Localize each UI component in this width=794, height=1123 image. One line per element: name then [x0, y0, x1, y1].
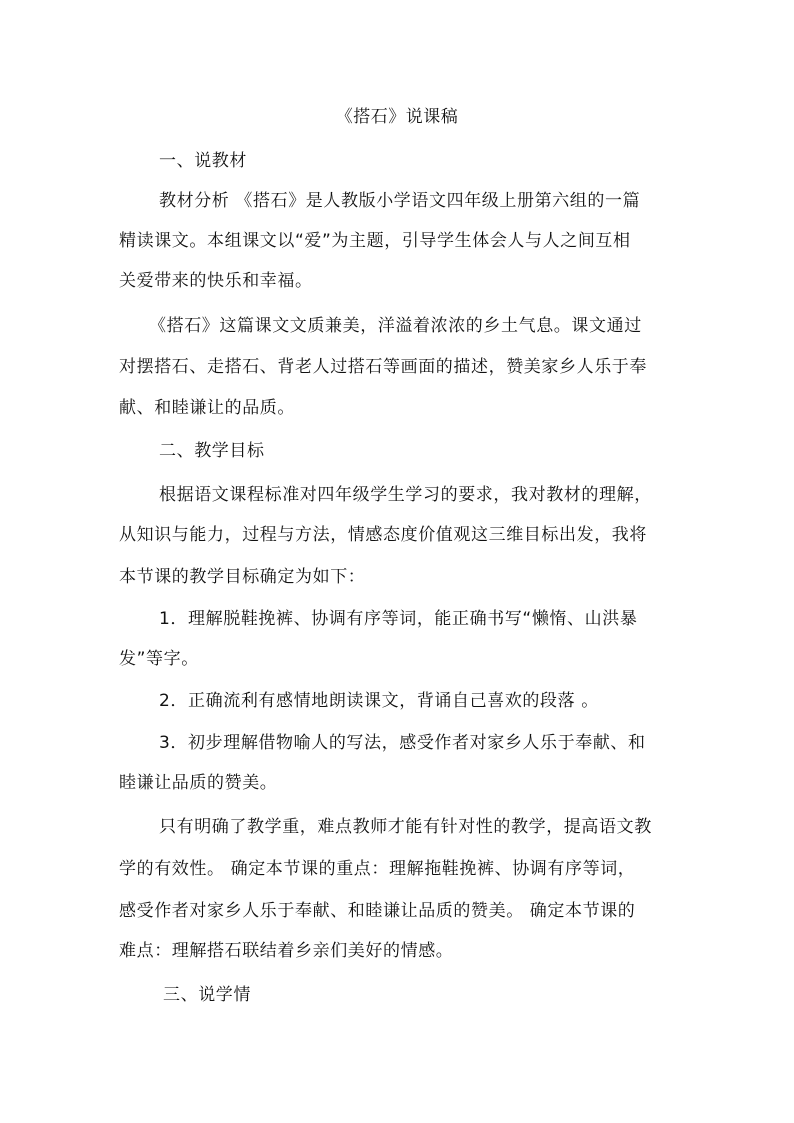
objective-item: 3．初步理解借物喻人的写法，感受作者对家乡人乐于奉献、和 — [159, 733, 646, 753]
paragraph-line: 从知识与能力，过程与方法，情感态度价值观这三维目标出发，我将 — [119, 525, 647, 545]
paragraph-line: 学的有效性。 确定本节课的重点：理解拖鞋挽裤、协调有序等词， — [119, 859, 636, 879]
section-heading-students: 三、说学情 — [163, 985, 251, 1005]
paragraph-line: 感受作者对家乡人乐于奉献、和睦谦让品质的赞美。 确定本节课的 — [119, 901, 636, 921]
paragraph-line: 教材分析 《搭石》是人教版小学语文四年级上册第六组的一篇 — [159, 191, 641, 211]
paragraph-line: 根据语文课程标准对四年级学生学习的要求，我对教材的理解， — [159, 485, 652, 505]
objective-item-continued: 发”等字。 — [119, 649, 199, 669]
objective-item: 1．理解脱鞋挽裤、协调有序等词，能正确书写“懒惰、山洪暴 — [159, 609, 638, 629]
paragraph-line: 献、和睦谦让的品质。 — [119, 398, 295, 418]
paragraph-line: 只有明确了教学重，难点教师才能有针对性的教学，提高语文教 — [159, 817, 652, 837]
paragraph-line: 对摆搭石、走搭石、背老人过搭石等画面的描述，赞美家乡人乐于奉 — [119, 357, 647, 377]
paragraph-line: 关爱带来的快乐和幸福。 — [119, 271, 313, 291]
document-title: 《搭石》说课稿 — [335, 107, 459, 127]
section-heading-textbook: 一、说教材 — [159, 151, 247, 171]
paragraph-line: 《搭石》这篇课文文质兼美，洋溢着浓浓的乡土气息。课文通过 — [149, 316, 642, 336]
objective-item: 2．正确流利有感情地朗读课文，背诵自己喜欢的段落 。 — [159, 691, 599, 711]
section-heading-objectives: 二、教学目标 — [159, 441, 265, 461]
paragraph-line: 难点：理解搭石联结着乡亲们美好的情感。 — [119, 941, 454, 961]
objective-item-continued: 睦谦让品质的赞美。 — [119, 773, 278, 793]
paragraph-line: 精读课文。本组课文以“爱”为主题，引导学生体会人与人之间互相 — [119, 231, 631, 251]
paragraph-line: 本节课的教学目标确定为如下： — [119, 567, 366, 587]
